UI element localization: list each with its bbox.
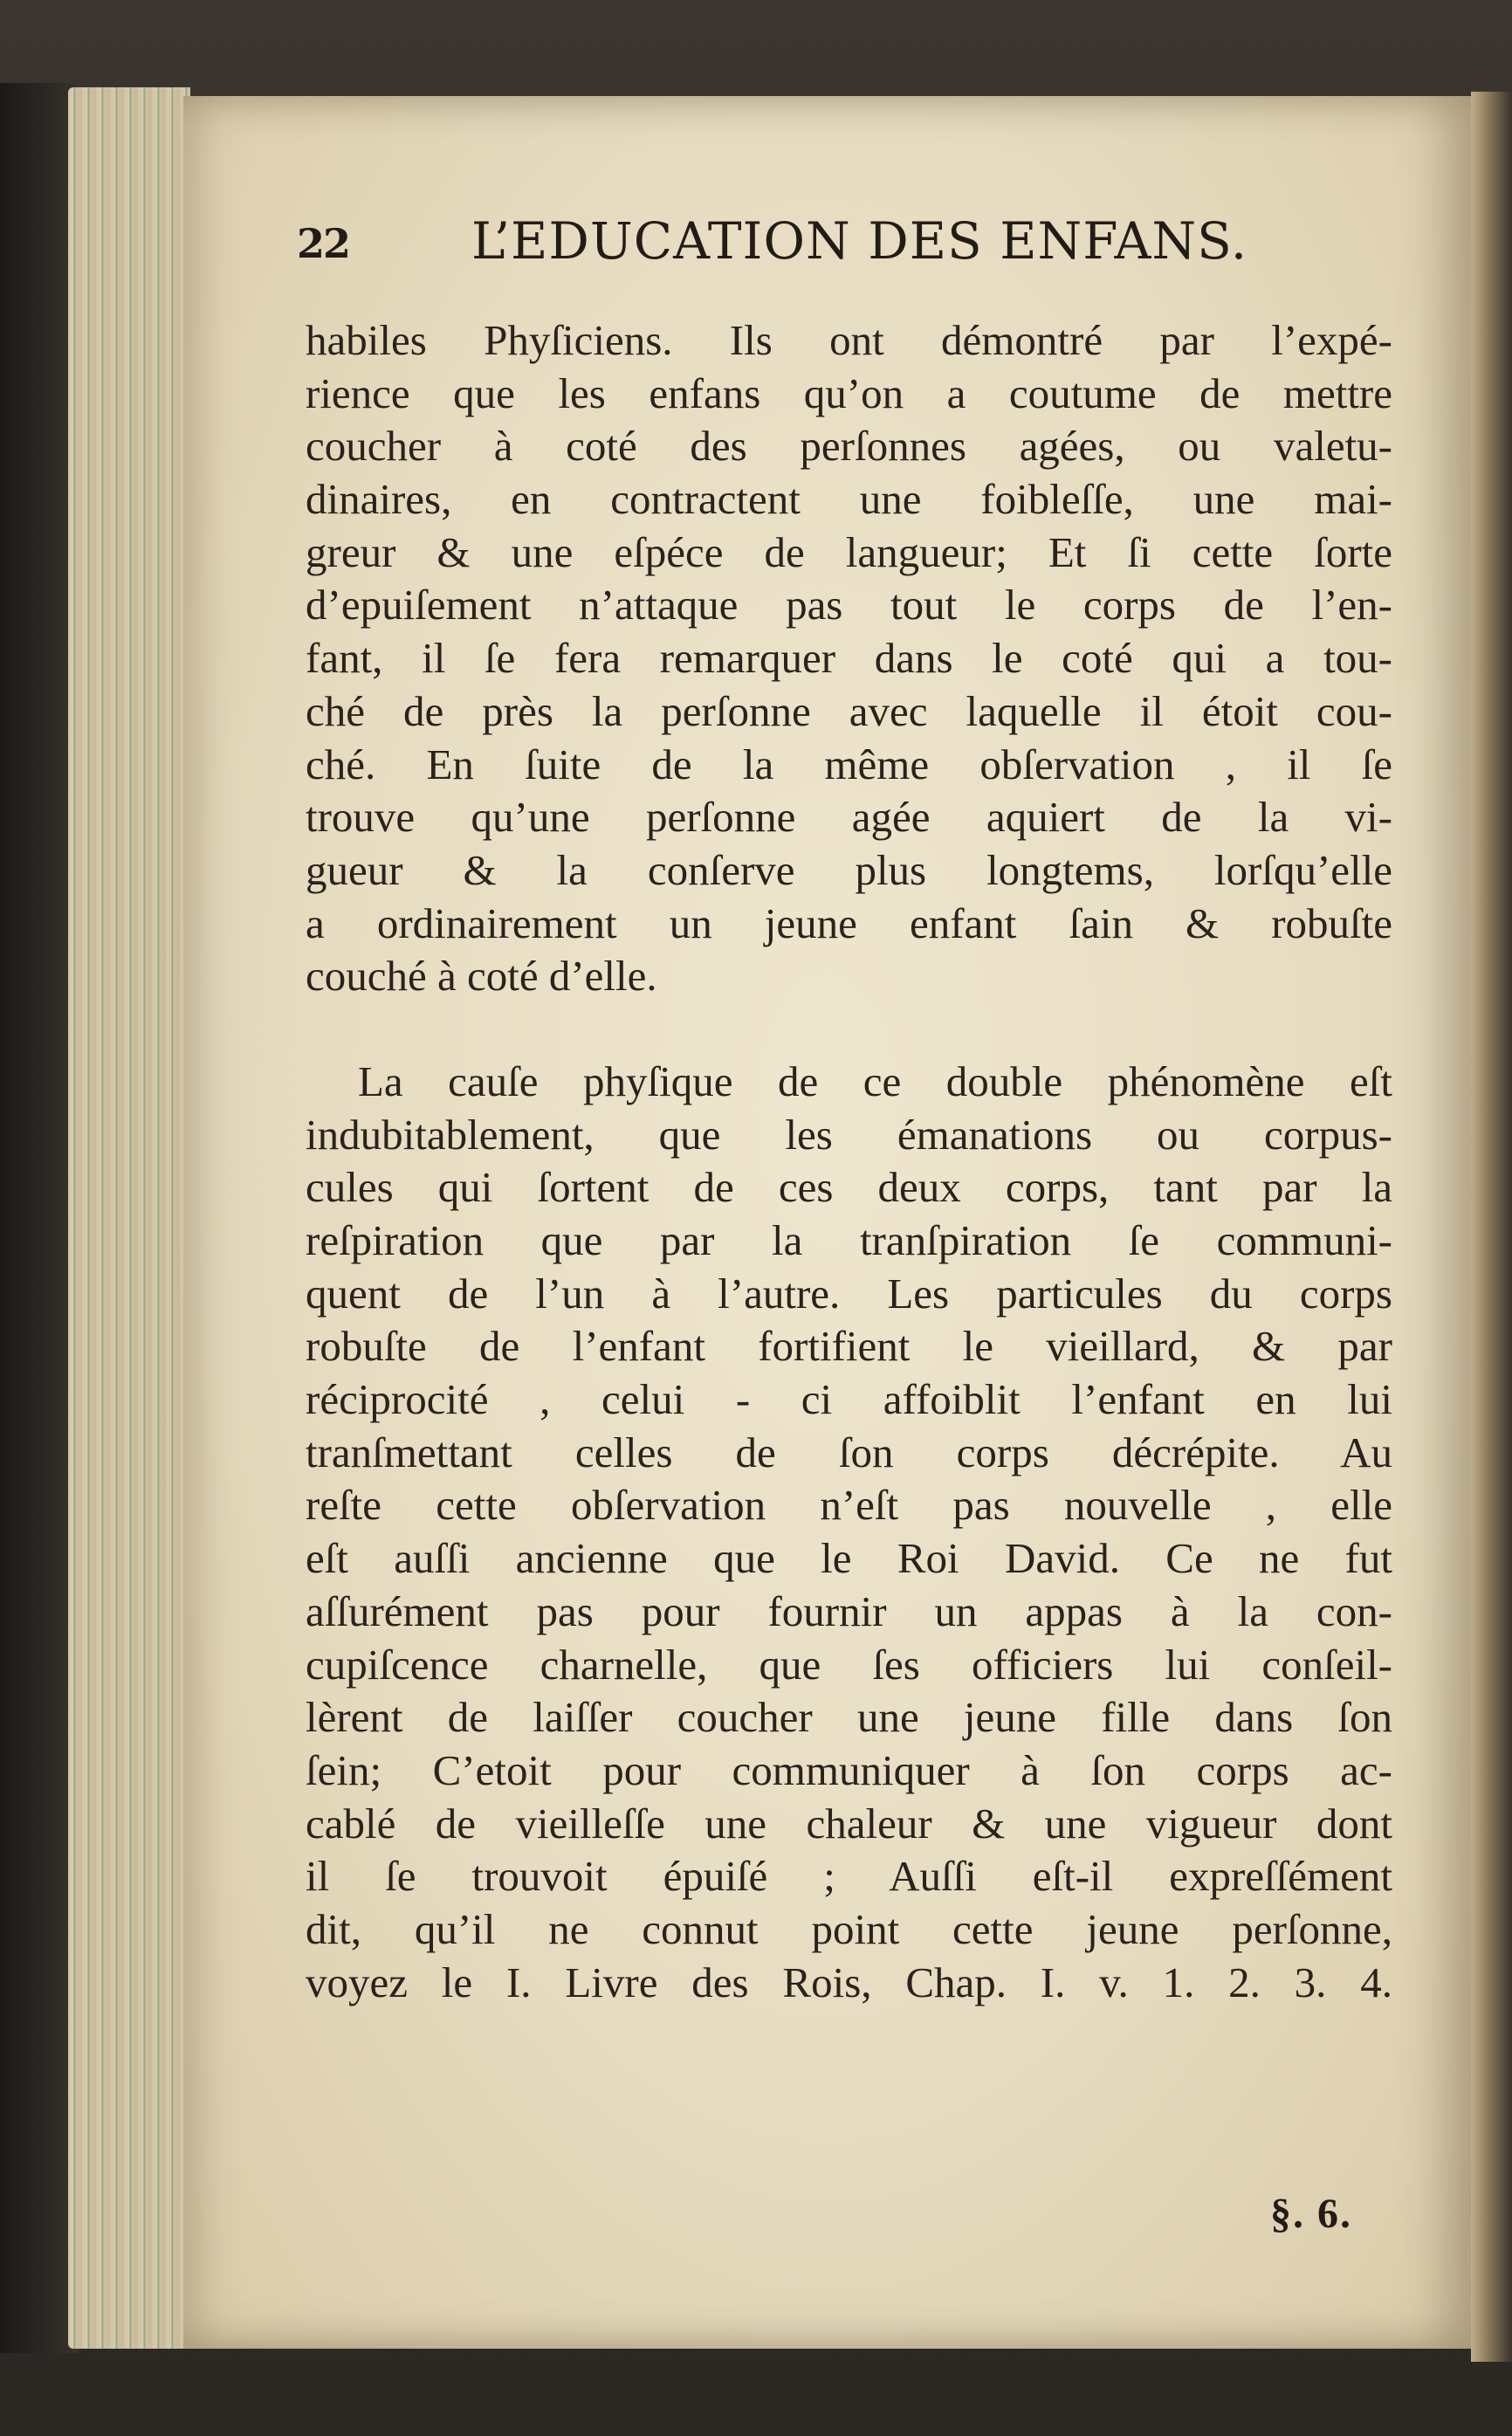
text-line: cablé de vieilleſſe une chaleur & une vigueur dont [306, 1799, 1392, 1848]
running-head [297, 211, 1248, 281]
text-line: trouve qu’une perſonne agée aquiert de la vi- [306, 793, 1392, 842]
text-line: indubitablement, que les émanations ou corpus- [306, 1110, 1392, 1159]
text-line: reſte cette obſervation n’eſt pas nouvelle , elle [306, 1481, 1392, 1530]
paragraph-2 [306, 1056, 1392, 2009]
text-line: tranſmettant celles de ſon corps décrépite. Au [306, 1428, 1392, 1476]
facing-page-edge [1471, 92, 1512, 2362]
page-number: 22 [297, 220, 350, 267]
text-line: eſt auſſi ancienne que le Roi David. Ce ne fut [306, 1534, 1392, 1583]
text-line: il ſe trouvoit épuiſé ; Auſſi eſt-il expreſſément [306, 1852, 1392, 1901]
page-stack-edges [68, 87, 190, 2349]
paragraph-1 [306, 314, 1392, 1003]
text-line: rience que les enfans qu’on a coutume de mettre [306, 368, 1392, 417]
text-line: fant, il ſe fera remarquer dans le coté qui a tou- [306, 634, 1392, 683]
text-line: a ordinairement un jeune enfant ſain & robuſte [306, 898, 1392, 947]
book-cover-edge [0, 83, 79, 2353]
paragraph-gap [306, 1003, 1392, 1056]
text-line: gueur & la conſerve plus longtems, lorſqu’elle [306, 845, 1392, 894]
text-line: La cauſe phyſique de ce double phénomène eſt [358, 1056, 1392, 1105]
text-line: quent de l’un à l’autre. Les particules du corps [306, 1269, 1392, 1318]
text-line: cules qui ſortent de ces deux corps, tant par la [306, 1163, 1392, 1212]
text-line: robuſte de l’enfant fortifient le vieillard, & par [306, 1322, 1392, 1371]
text-line: ché de près la perſonne avec laquelle il étoit cou- [306, 686, 1392, 735]
text-line: aſſurément pas pour fournir un appas à la con- [306, 1586, 1392, 1635]
text-line: habiles Phyſiciens. Ils ont démontré par l’expé- [306, 316, 1392, 364]
text-line: reſpiration que par la tranſpiration ſe communi- [306, 1216, 1392, 1264]
text-line: dinaires, en contractent une foibleſſe, une mai- [306, 475, 1392, 524]
text-line: coucher à coté des perſonnes agées, ou valetu- [306, 422, 1392, 471]
text-line: dit, qu’il ne connut point cette jeune perſonne, [306, 1904, 1392, 1953]
catchword: §. 6. [1270, 2191, 1352, 2237]
text-line: d’epuiſement n’attaque pas tout le corps de l’en- [306, 581, 1392, 630]
body-text [306, 314, 1392, 2009]
text-line: ché. En ſuite de la même obſervation , il ſe [306, 740, 1392, 788]
text-line: lèrent de laiſſer coucher une jeune fille dans ſon [306, 1693, 1392, 1742]
text-line: réciprocité , celui - ci affoiblit l’enfant en lui [306, 1375, 1392, 1424]
text-line: voyez le I. Livre des Rois, Chap. I. v. 1. 2. 3. 4. [306, 1958, 1392, 2006]
text-line: greur & une eſpéce de langueur; Et ſi cette ſorte [306, 527, 1392, 576]
text-line: ſein; C’etoit pour communiquer à ſon corps ac- [306, 1745, 1392, 1794]
running-title: L’EDUCATION DES ENFANS. [471, 211, 1248, 271]
text-line: cupiſcence charnelle, que ſes officiers lui conſeil- [306, 1640, 1392, 1689]
text-line: couché à coté d’elle. [306, 952, 657, 1001]
